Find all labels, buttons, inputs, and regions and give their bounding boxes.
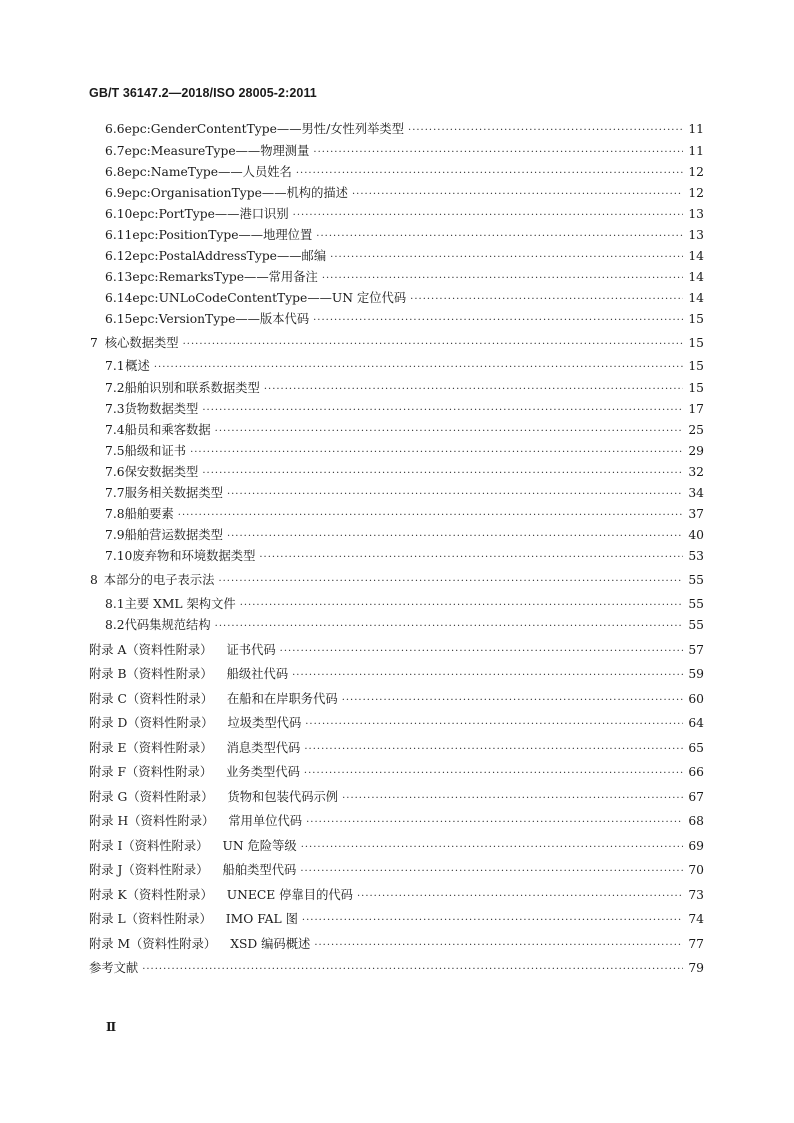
toc-entry-title: 代码集规范结构	[124, 618, 211, 632]
dot-leader	[322, 271, 683, 287]
toc-entry-page: 13	[688, 207, 704, 221]
dot-leader	[227, 529, 683, 545]
toc-entry[interactable]	[89, 911, 704, 929]
toc-entry-number: 附录 J（资料性附录）	[89, 863, 209, 877]
dot-leader	[190, 445, 683, 461]
toc-entry-number: 8.2	[105, 618, 125, 632]
toc-entry-title: epc:GenderContentType——男性/女性列举类型	[124, 122, 405, 136]
toc-entry-number: 附录 B（资料性附录）	[89, 667, 213, 681]
dot-leader	[314, 938, 683, 954]
toc-entry[interactable]	[105, 164, 704, 182]
toc-entry[interactable]	[105, 206, 704, 224]
toc-entry[interactable]	[105, 617, 704, 635]
toc-entry-number: 6.12	[105, 249, 133, 263]
toc-entry-page: 55	[688, 618, 704, 632]
toc-entry-number: 附录 L（资料性附录）	[89, 912, 212, 926]
dot-leader	[304, 742, 683, 758]
toc-entry-page: 15	[688, 312, 704, 326]
dot-leader	[342, 693, 683, 709]
toc-entry-title: epc:NameType——人员姓名	[124, 165, 292, 179]
toc-entry[interactable]	[105, 311, 704, 329]
toc-entry-number: 7.4	[105, 423, 125, 437]
toc-entry[interactable]	[89, 887, 704, 905]
toc-entry-page: 55	[688, 573, 704, 587]
toc-entry-number: 附录 M（资料性附录）	[89, 937, 217, 951]
toc-entry[interactable]	[105, 422, 704, 440]
dot-leader	[154, 360, 683, 376]
toc-entry[interactable]	[105, 464, 704, 482]
dot-leader	[300, 864, 683, 880]
toc-entry-title: 核心数据类型	[104, 336, 179, 350]
toc-entry[interactable]	[90, 572, 704, 590]
toc-entry-title: UNECE 停靠目的代码	[226, 888, 353, 902]
toc-entry-title: 在船和在岸职务代码	[227, 692, 338, 706]
toc-entry-page: 13	[688, 228, 704, 242]
toc-entry-number: 6.11	[105, 228, 133, 242]
dot-leader	[305, 717, 683, 733]
toc-entry-page: 59	[688, 667, 704, 681]
toc-entry-page: 64	[688, 716, 704, 730]
toc-entry[interactable]	[89, 838, 704, 856]
toc-entry-page: 57	[688, 643, 704, 657]
toc-entry-page: 15	[688, 336, 704, 350]
toc-entry-page: 69	[688, 839, 704, 853]
dot-leader	[408, 123, 683, 139]
toc-entry-title: 消息类型代码	[226, 741, 301, 755]
dot-leader	[302, 913, 683, 929]
toc-entry[interactable]	[105, 269, 704, 287]
toc-entry-title: 服务相关数据类型	[124, 486, 223, 500]
toc-entry-title: epc:PositionType——地理位置	[132, 228, 313, 242]
dot-leader	[306, 815, 683, 831]
toc-entry-page: 14	[688, 270, 704, 284]
dot-leader	[202, 403, 683, 419]
dot-leader	[215, 424, 683, 440]
dot-leader	[352, 187, 683, 203]
toc-entry-number: 附录 G（资料性附录）	[89, 790, 214, 804]
toc-entry-title: 证书代码	[226, 643, 276, 657]
toc-entry-title: UN 危险等级	[222, 839, 297, 853]
dot-leader	[218, 574, 683, 590]
toc-entry-title: 货物数据类型	[124, 402, 199, 416]
toc-entry[interactable]	[105, 227, 704, 245]
toc-entry[interactable]	[105, 596, 704, 614]
toc-entry-title: epc:MeasureType——物理测量	[124, 144, 310, 158]
toc-entry-page: 37	[688, 507, 704, 521]
toc-entry-page: 65	[688, 741, 704, 755]
dot-leader	[264, 382, 683, 398]
toc-entry[interactable]	[105, 401, 704, 419]
toc-entry-title: 主要 XML 架构文件	[124, 597, 236, 611]
toc-entry-number: 6.15	[105, 312, 133, 326]
toc-entry-page: 70	[688, 863, 704, 877]
toc-entry-page: 34	[688, 486, 704, 500]
toc-entry-number: 附录 A（资料性附录）	[89, 643, 213, 657]
toc-entry-title: XSD 编码概述	[230, 937, 311, 951]
toc-entry-page: 55	[688, 597, 704, 611]
toc-entry-title: 船级和证书	[124, 444, 187, 458]
toc-entry[interactable]	[105, 185, 704, 203]
toc-entry-page: 15	[688, 381, 704, 395]
toc-entry[interactable]	[90, 335, 704, 353]
toc-entry-title: 货物和包装代码示例	[227, 790, 339, 804]
toc-entry-page: 29	[688, 444, 704, 458]
dot-leader	[410, 292, 683, 308]
toc-entry[interactable]	[89, 789, 704, 807]
toc-entry-title: 本部分的电子表示法	[103, 573, 215, 587]
dot-leader	[301, 840, 683, 856]
toc-entry-title: 船级社代码	[226, 667, 289, 681]
dot-leader	[316, 229, 683, 245]
dot-leader	[215, 619, 683, 635]
toc-entry[interactable]	[105, 506, 704, 524]
toc-entry[interactable]	[89, 764, 704, 782]
toc-entry-number: 附录 E（资料性附录）	[89, 741, 213, 755]
toc-entry[interactable]	[105, 121, 704, 139]
toc-entry-title: 船舶识别和联系数据类型	[124, 381, 260, 395]
toc-entry-title: 船舶要素	[124, 507, 174, 521]
toc-entry-number: 7.10	[105, 549, 133, 563]
toc-entry[interactable]	[89, 691, 704, 709]
toc-entry-page: 11	[688, 144, 704, 158]
toc-entry-title: 垃圾类型代码	[227, 716, 302, 730]
dot-leader	[342, 791, 683, 807]
toc-entry-page: 40	[688, 528, 704, 542]
dot-leader	[259, 550, 683, 566]
toc-entry-page: 73	[688, 888, 704, 902]
toc-entry-page: 79	[688, 961, 704, 975]
page-number: Ⅱ	[106, 1020, 117, 1034]
toc-entry-title: IMO FAL 图	[225, 912, 298, 926]
toc-entry[interactable]	[89, 666, 704, 684]
toc-entry-number: 附录 D（资料性附录）	[89, 716, 214, 730]
toc-entry-title: epc:OrganisationType——机构的描述	[124, 186, 348, 200]
toc-entry-page: 12	[688, 186, 704, 200]
toc-entry[interactable]	[105, 143, 704, 161]
dot-leader	[227, 487, 683, 503]
toc-entry[interactable]	[89, 642, 704, 660]
toc-entry-page: 12	[688, 165, 704, 179]
toc-entry-page: 74	[688, 912, 704, 926]
toc-entry-page: 32	[688, 465, 704, 479]
toc-entry-number: 6.7	[105, 144, 125, 158]
toc-entry[interactable]	[105, 548, 704, 566]
dot-leader	[313, 313, 683, 329]
toc-entry-page: 14	[688, 291, 704, 305]
document-header: GB/T 36147.2—2018/ISO 28005-2:2011	[89, 86, 317, 100]
dot-leader	[240, 598, 683, 614]
toc-entry-number: 附录 F（资料性附录）	[89, 765, 213, 779]
toc-entry-page: 14	[688, 249, 704, 263]
toc-entry-number: 6.6	[105, 122, 125, 136]
toc-entry-number: 附录 I（资料性附录）	[89, 839, 209, 853]
toc-entry-number: 附录 H（资料性附录）	[89, 814, 215, 828]
toc-entry-title: 船舶类型代码	[222, 863, 297, 877]
toc-entry-title: 船员和乘客数据	[124, 423, 211, 437]
toc-entry[interactable]	[105, 527, 704, 545]
toc-entry[interactable]	[105, 485, 704, 503]
toc-entry-page: 77	[688, 937, 704, 951]
toc-entry[interactable]	[89, 862, 704, 880]
toc-entry[interactable]	[105, 290, 704, 308]
toc-entry-title: 概述	[125, 359, 150, 373]
dot-leader	[313, 145, 683, 161]
toc-entry-title: 参考文献	[89, 961, 139, 975]
toc-entry[interactable]	[105, 358, 704, 376]
toc-entry-number: 7.8	[105, 507, 125, 521]
toc-entry[interactable]	[89, 740, 704, 758]
toc-entry-number: 附录 K（资料性附录）	[89, 888, 213, 902]
dot-leader	[202, 466, 683, 482]
dot-leader	[296, 166, 683, 182]
toc-entry[interactable]	[105, 248, 704, 266]
dot-leader	[292, 668, 683, 684]
toc-entry[interactable]	[89, 715, 704, 733]
dot-leader	[280, 644, 683, 660]
toc-entry-number: 6.9	[105, 186, 125, 200]
toc-entry-number: 7.1	[105, 359, 125, 373]
toc-entry-number: 8	[90, 573, 98, 587]
toc-entry-page: 67	[688, 790, 704, 804]
toc-entry-title: epc:VersionType——版本代码	[132, 312, 310, 326]
toc-entry-page: 25	[688, 423, 704, 437]
toc-entry-page: 68	[688, 814, 704, 828]
toc-entry-page: 17	[688, 402, 704, 416]
toc-entry-title: epc:PortType——港口识别	[132, 207, 289, 221]
toc-entry[interactable]	[105, 380, 704, 398]
dot-leader	[142, 962, 683, 978]
toc-entry-number: 7	[90, 336, 98, 350]
toc-entry-number: 7.6	[105, 465, 125, 479]
dot-leader	[178, 508, 683, 524]
toc-entry-title: epc:PostalAddressType——邮编	[132, 249, 327, 263]
dot-leader	[304, 766, 683, 782]
toc-entry-page: 53	[688, 549, 704, 563]
toc-entry-number: 附录 C（资料性附录）	[89, 692, 213, 706]
toc-entry[interactable]	[89, 936, 704, 954]
toc-entry-number: 7.7	[105, 486, 125, 500]
toc-entry-title: 业务类型代码	[226, 765, 300, 779]
dot-leader	[183, 337, 683, 353]
dot-leader	[357, 889, 683, 905]
toc-entry-title: 保安数据类型	[124, 465, 199, 479]
toc-entry-title: epc:UNLoCodeContentType——UN 定位代码	[132, 291, 407, 305]
dot-leader	[330, 250, 683, 266]
toc-entry-number: 7.5	[105, 444, 125, 458]
toc-entry-number: 7.2	[105, 381, 125, 395]
toc-entry-number: 8.1	[105, 597, 125, 611]
toc-entry-number: 6.13	[105, 270, 133, 284]
toc-entry-page: 11	[688, 122, 704, 136]
toc-entry-title: epc:RemarksType——常用备注	[132, 270, 318, 284]
dot-leader	[293, 208, 683, 224]
toc-entry-page: 15	[688, 359, 704, 373]
toc-entry-page: 60	[688, 692, 704, 706]
toc-entry-number: 6.8	[105, 165, 125, 179]
toc-entry-number: 6.10	[105, 207, 133, 221]
toc-entry-page: 66	[688, 765, 704, 779]
toc-entry-title: 废弃物和环境数据类型	[132, 549, 256, 563]
toc-entry-title: 船舶营运数据类型	[124, 528, 223, 542]
toc-entry[interactable]	[89, 960, 704, 978]
toc-entry[interactable]	[105, 443, 704, 461]
toc-entry-title: 常用单位代码	[228, 814, 303, 828]
toc-entry-number: 6.14	[105, 291, 133, 305]
toc-entry[interactable]	[89, 813, 704, 831]
toc-entry-number: 7.3	[105, 402, 125, 416]
toc-entry-number: 7.9	[105, 528, 125, 542]
